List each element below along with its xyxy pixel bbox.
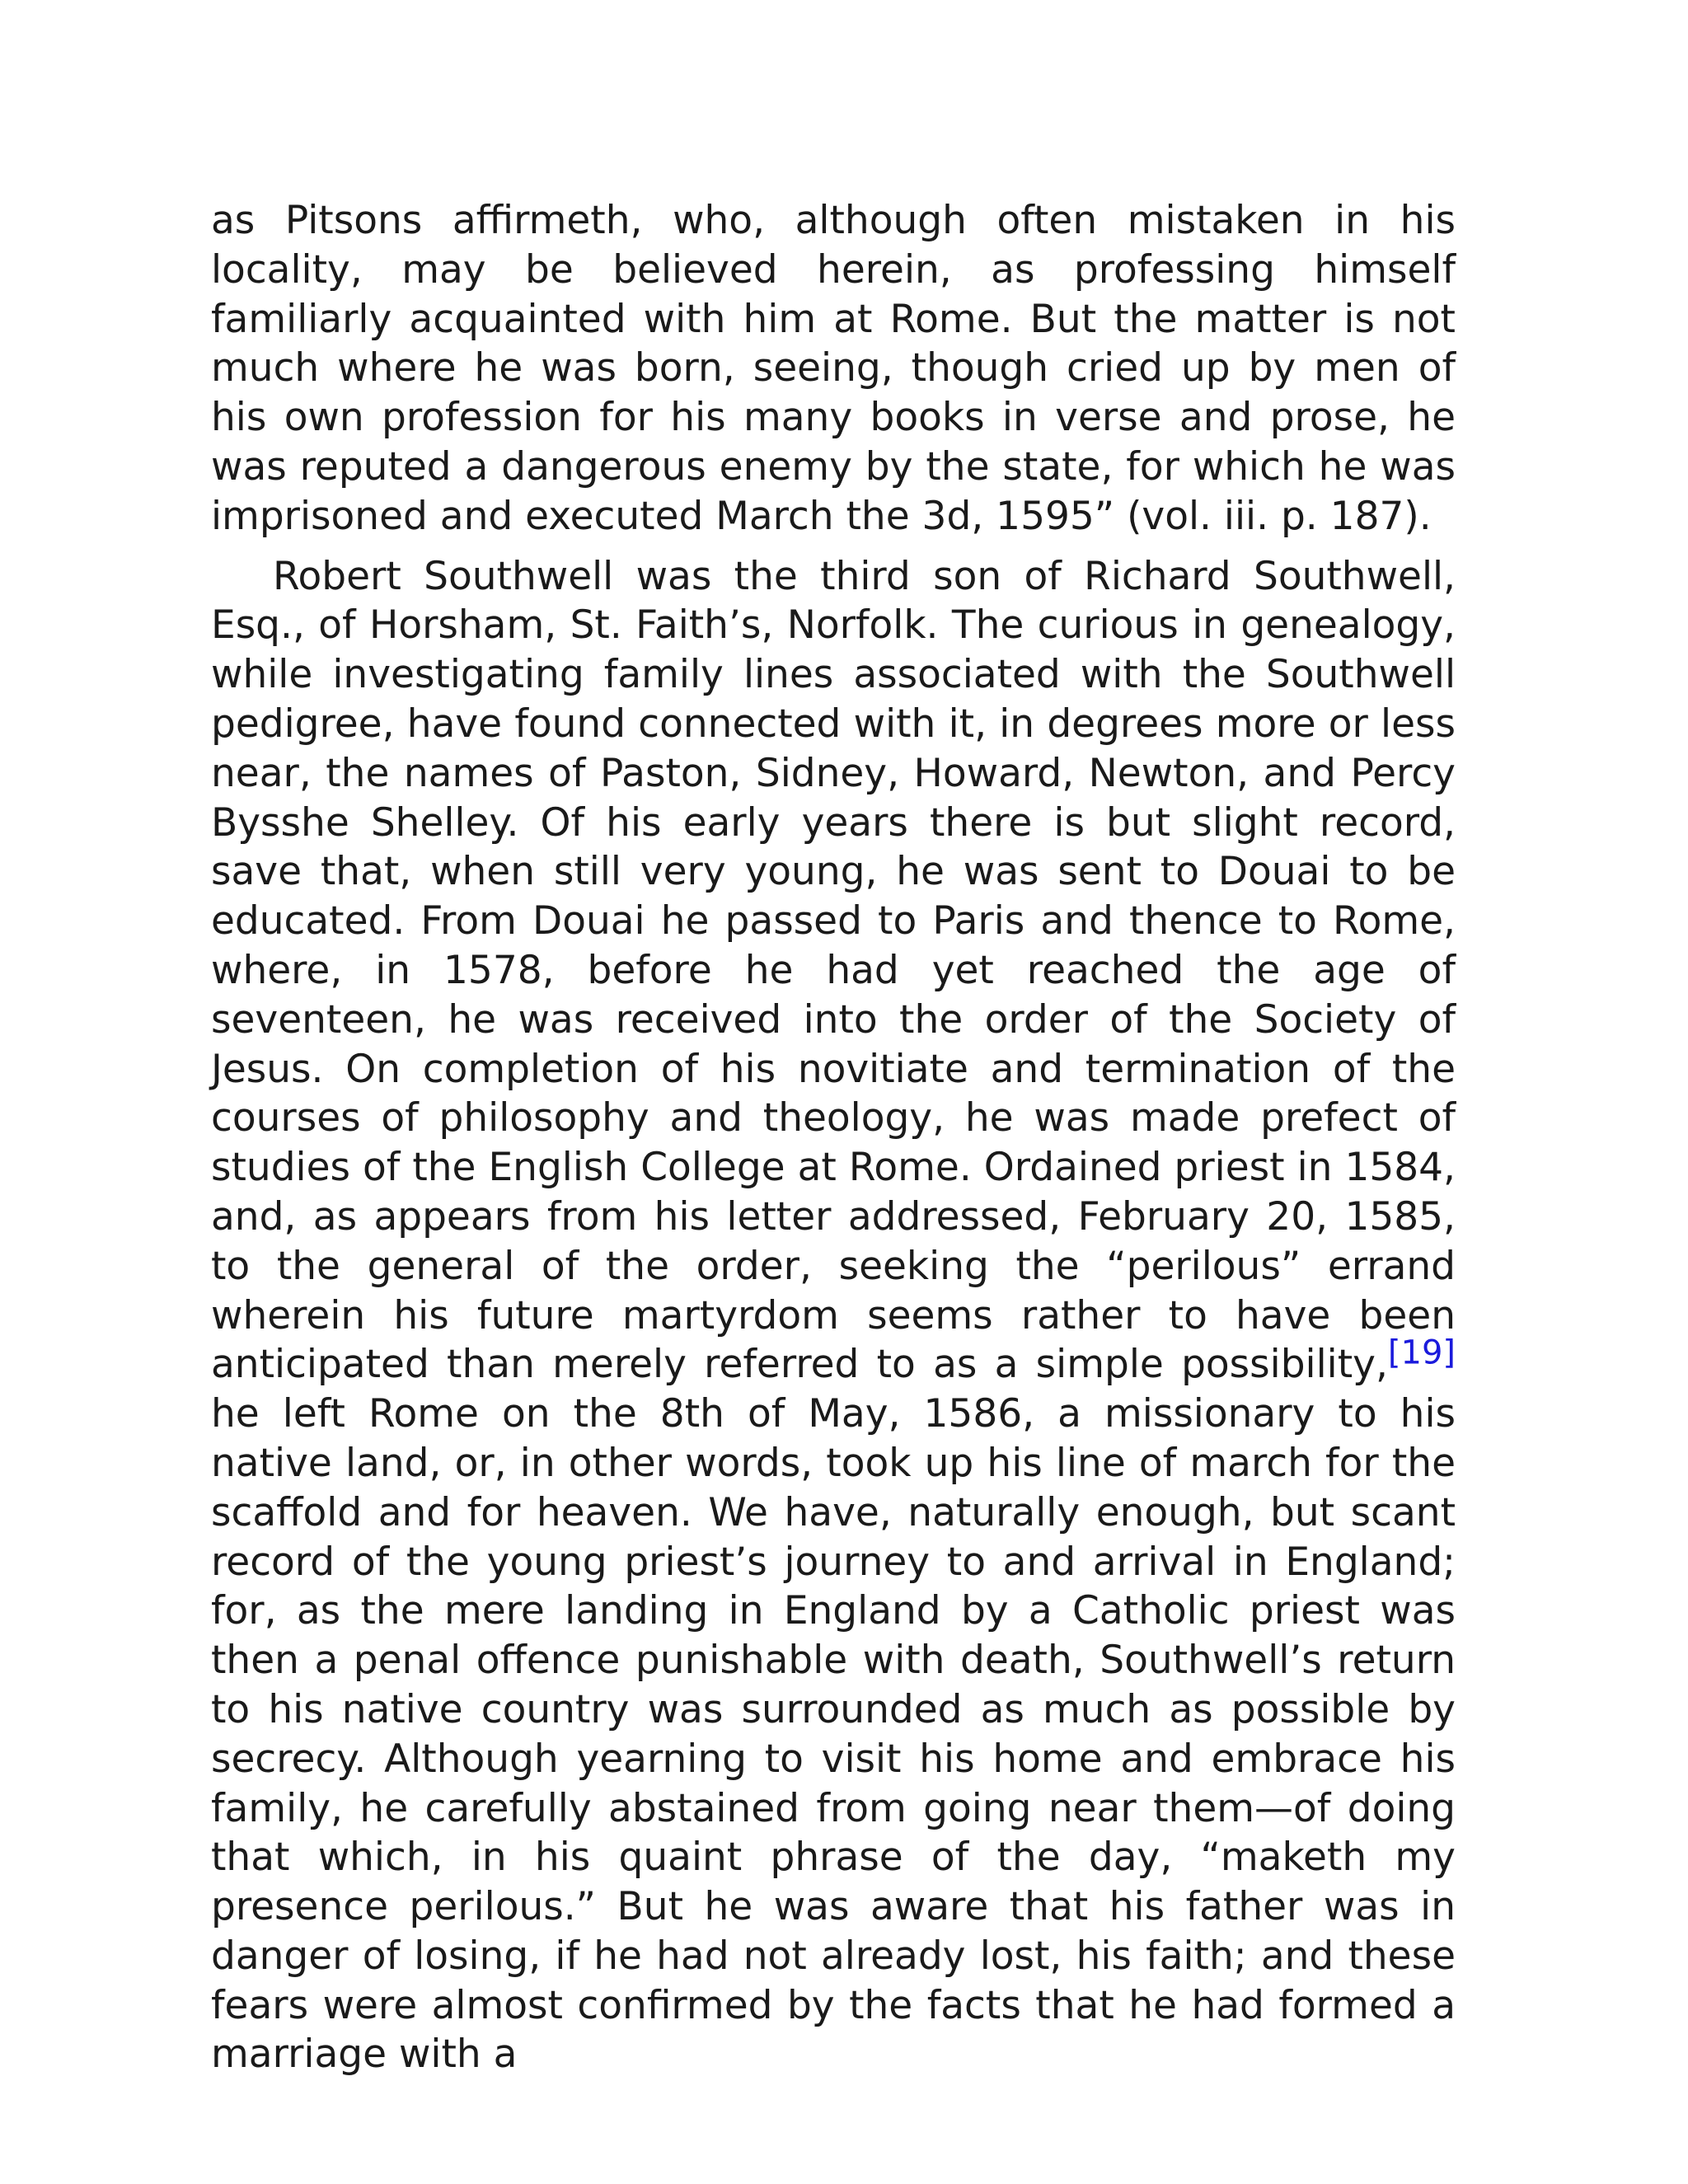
paragraph-text-after-note: he left Rome on the 8th of May, 1586, a missionary to his native land, or, in other words, took up his line of march for the scaffold and for heaven. We have, naturally enough, but scant record of the young priest’s journey to and arrival in England; for, as the mere landing in England by a Catholic priest was then a penal offence punishable with death, Southwell’s return to his native country was surrounded as much as possible by secrecy. Although yearning to visit his home and embrace his family, he carefully abstained from going near them—of doing that which, in his quaint phrase of the day, “maketh my presence perilous.” But he was aware that his father was in danger of losing, if he had not already lost, his faith; and these fears were almost confirmed by the facts that he had formed a marriage with a	[211, 1391, 1456, 2078]
paragraph-text-before-note: Robert Southwell was the third son of Richard Southwell, Esq., of Horsham, St. Faith’s, Norfolk. The curious in genealogy, while investigating family lines associated with the Southwell pedigree, have found connected with it, in degrees more or less near, the names of Paston, Sidney, Howard, Newton, and Percy Bysshe Shelley. Of his early years there is but slight record, save that, when still very young, he was sent to Douai to be educated. From Douai he passed to Paris and thence to Rome, where, in 1578, before he had yet reached the age of seventeen, he was received into the order of the Society of Jesus. On completion of his novitiate and termination of the courses of philosophy and theology, he was made prefect of studies of the English College at Rome. Ordained priest in 1584, and, as appears from his letter addressed, February 20, 1585, to the general of the order, seeking the “perilous” errand wherein his future martyrdom seems rather to have been anticipated than merely referred to as a simple possibility,	[211, 553, 1456, 1388]
footnote-link-19[interactable]: [19]	[1387, 1333, 1456, 1372]
paragraph-continuation: as Pitsons affirmeth, who, although often mistaken in his locality, may be believed herein, as professing himself familiarly acquainted with him at Rome. But the matter is not much where he was born, seeing, though cried up by men of his own profession for his many books in verse and prose, he was reputed a dangerous enemy by the state, for which he was imprisoned and executed March the 3d, 1595” (vol. iii. p. 187).	[211, 198, 1456, 539]
paragraph-southwell-biography	[211, 552, 1456, 2080]
page-body	[211, 196, 1456, 2079]
